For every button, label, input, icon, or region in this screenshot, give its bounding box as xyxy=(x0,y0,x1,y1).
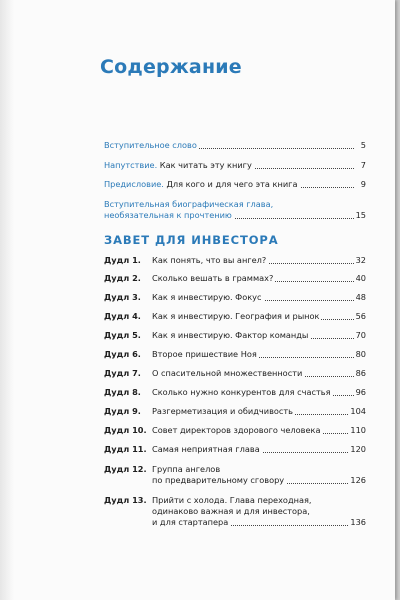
toc-entry-title-cont: необязательная к прочтению xyxy=(104,210,232,220)
chapter-label: Дудл 4. xyxy=(104,311,141,321)
chapter-label: Дудл 11. xyxy=(104,444,147,454)
chapter-title: Самая неприятная глава xyxy=(152,444,260,454)
chapter-label: Дудл 12. xyxy=(104,464,147,474)
chapter-label: Дудл 5. xyxy=(104,330,141,340)
toc-page-number: 136 xyxy=(350,517,366,527)
chapter-label: Дудл 6. xyxy=(104,349,141,359)
toc-entry-subtitle: Для кого и для чего эта книга xyxy=(163,179,298,189)
toc-entry-title: Вступительное слово xyxy=(104,140,197,150)
toc-page-number: 7 xyxy=(360,160,366,170)
chapter-title: Второе пришествие Ноя xyxy=(152,349,257,359)
chapter-title: Разгерметизация и обидчивость xyxy=(152,406,293,416)
chapter-title-cont: по предварительному сговору xyxy=(152,475,285,485)
toc-entry-intro-4 xyxy=(104,199,366,221)
toc-page-number: 126 xyxy=(350,475,366,485)
chapter-title: Как я инвестирую. Фактор команды xyxy=(152,330,309,340)
chapter-label: Дудл 3. xyxy=(104,292,141,302)
toc-entry-intro-3 xyxy=(104,179,366,190)
toc-page-number: 80 xyxy=(355,349,366,359)
chapter-label: Дудл 1. xyxy=(104,255,141,265)
chapter-label: Дудл 7. xyxy=(104,368,141,378)
toc-entry-subtitle: Как читать эту книгу xyxy=(157,160,252,170)
toc-page-number: 9 xyxy=(360,179,366,189)
toc-page-number: 96 xyxy=(355,387,366,397)
toc-page-number: 48 xyxy=(355,292,366,302)
toc-entry-intro-1 xyxy=(104,140,366,151)
toc-entry-intro-2 xyxy=(104,160,366,171)
chapter-title: Совет директоров здорового человека xyxy=(152,425,321,435)
toc-entry-title: Предисловие. xyxy=(104,179,164,189)
toc-entry-title: Напутствие. xyxy=(104,160,158,170)
toc-page-number: 15 xyxy=(355,210,366,220)
page-title: Содержание xyxy=(100,56,242,78)
chapter-title: Группа ангелов xyxy=(152,464,221,474)
toc-page-number: 110 xyxy=(350,425,366,435)
chapter-label: Дудл 8. xyxy=(104,387,141,397)
chapter-title: Прийти с холода. Глава переходная, xyxy=(152,495,312,505)
chapter-title: Как я инвестирую. География и рынок xyxy=(152,311,320,321)
chapter-title: О спасительной множественности xyxy=(152,368,303,378)
section-heading: ЗАВЕТ ДЛЯ ИНВЕСТОРА xyxy=(104,233,279,247)
chapter-title: Как понять, что вы ангел? xyxy=(152,255,267,265)
chapter-label: Дудл 10. xyxy=(104,425,147,435)
toc-page-number: 104 xyxy=(350,406,366,416)
toc-page-number: 40 xyxy=(355,273,366,283)
chapter-label: Дудл 9. xyxy=(104,406,141,416)
toc-page-number: 32 xyxy=(355,255,366,265)
toc-page-number: 86 xyxy=(355,368,366,378)
chapter-label: Дудл 2. xyxy=(104,273,141,283)
chapter-title: Сколько нужно конкурентов для счастья xyxy=(152,387,331,397)
toc-page-number: 70 xyxy=(355,330,366,340)
chapter-title-cont: одинаково важная и для инвестора, xyxy=(152,506,310,516)
toc-page-number: 120 xyxy=(350,444,366,454)
chapter-label: Дудл 13. xyxy=(104,495,147,505)
page-gutter-shadow xyxy=(0,0,14,600)
chapter-title-cont: и для стартапера xyxy=(152,517,229,527)
toc-entry-title: Вступительная биографическая глава, xyxy=(104,199,274,209)
chapter-title: Сколько вешать в граммах? xyxy=(152,273,274,283)
toc-page-number: 56 xyxy=(355,311,366,321)
toc-page-number: 5 xyxy=(360,140,366,150)
chapter-title: Как я инвестирую. Фокус xyxy=(152,292,262,302)
